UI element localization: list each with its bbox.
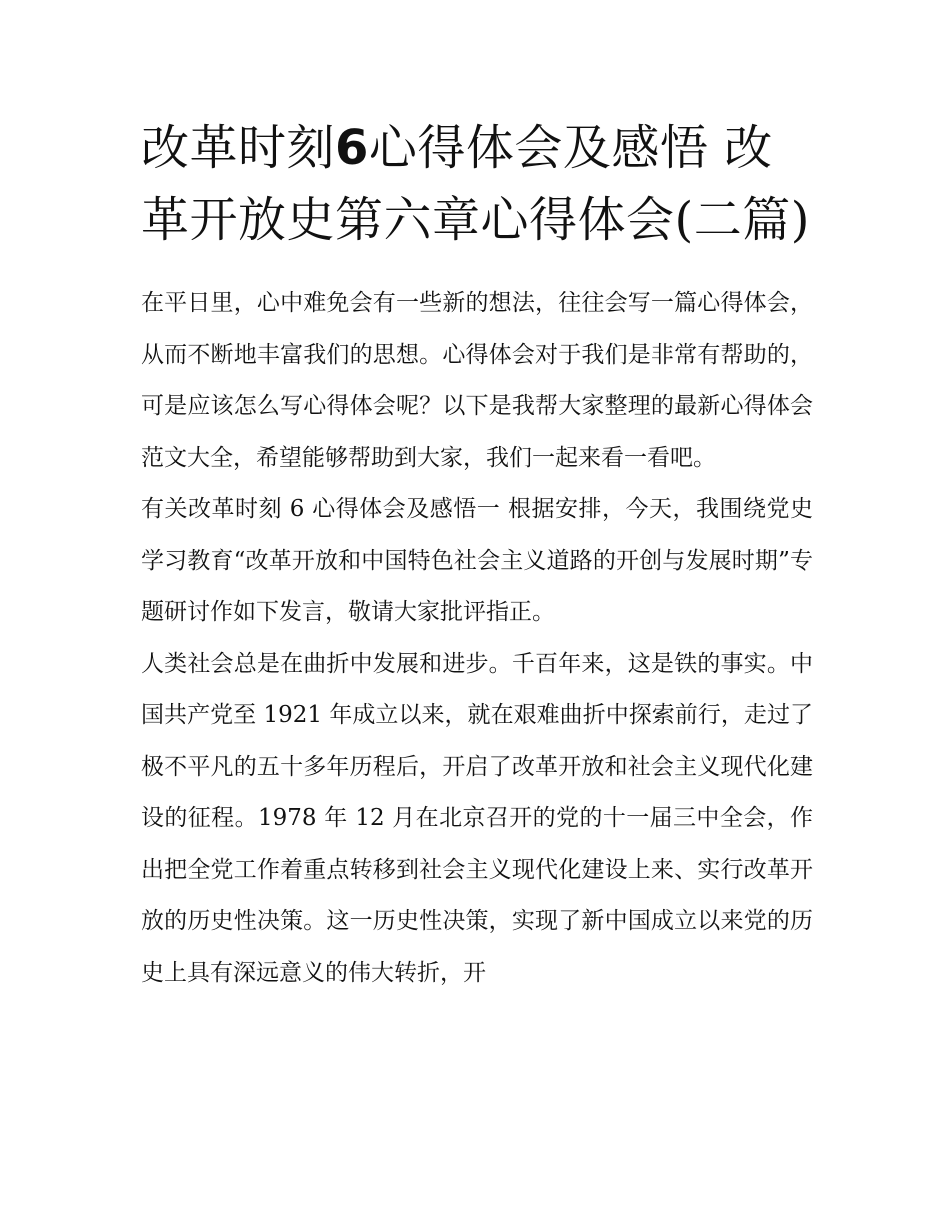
title-part-2: 心得体会及感悟 改革开放史第六章心得体会(二篇) [141, 120, 810, 248]
history-paragraph: 人类社会总是在曲折中发展和进步。千百年来，这是铁的事实。中国共产党至 1921 年成立以来，就在艰难曲折中探索前行，走过了极不平凡的五十多年历程后，开启了改革开放和社会主义现代化建设的征程。1978 年 12 月在北京召开的党的十一届三中全会，作出把全党工作着重点转移到社会主义现代化建设上来、实行改革开放的历史性决策。这一历史性决策，实现了新中国成立以来党的历史上具有深远意义的伟大转折，开 [141, 650, 813, 986]
section-one-paragraph: 有关改革时刻 6 心得体会及感悟一 根据安排，今天，我围绕党史学习教育“改革开放和中国特色社会主义道路的开创与发展时期”专题研讨作如下发言，敬请大家批评指正。 [141, 496, 813, 625]
title-part-1: 改革时刻 [141, 120, 336, 176]
intro-paragraph: 在平日里，心中难免会有一些新的想法，往往会写一篇心得体会，从而不断地丰富我们的思想。心得体会对于我们是非常有帮助的，可是应该怎么写心得体会呢？以下是我帮大家整理的最新心得体会范文大全，希望能够帮助到大家，我们一起来看一看吧。 [141, 290, 813, 471]
document-body [141, 278, 813, 999]
document-content [141, 112, 813, 999]
document-title [141, 112, 813, 256]
title-number: 6 [335, 120, 369, 176]
